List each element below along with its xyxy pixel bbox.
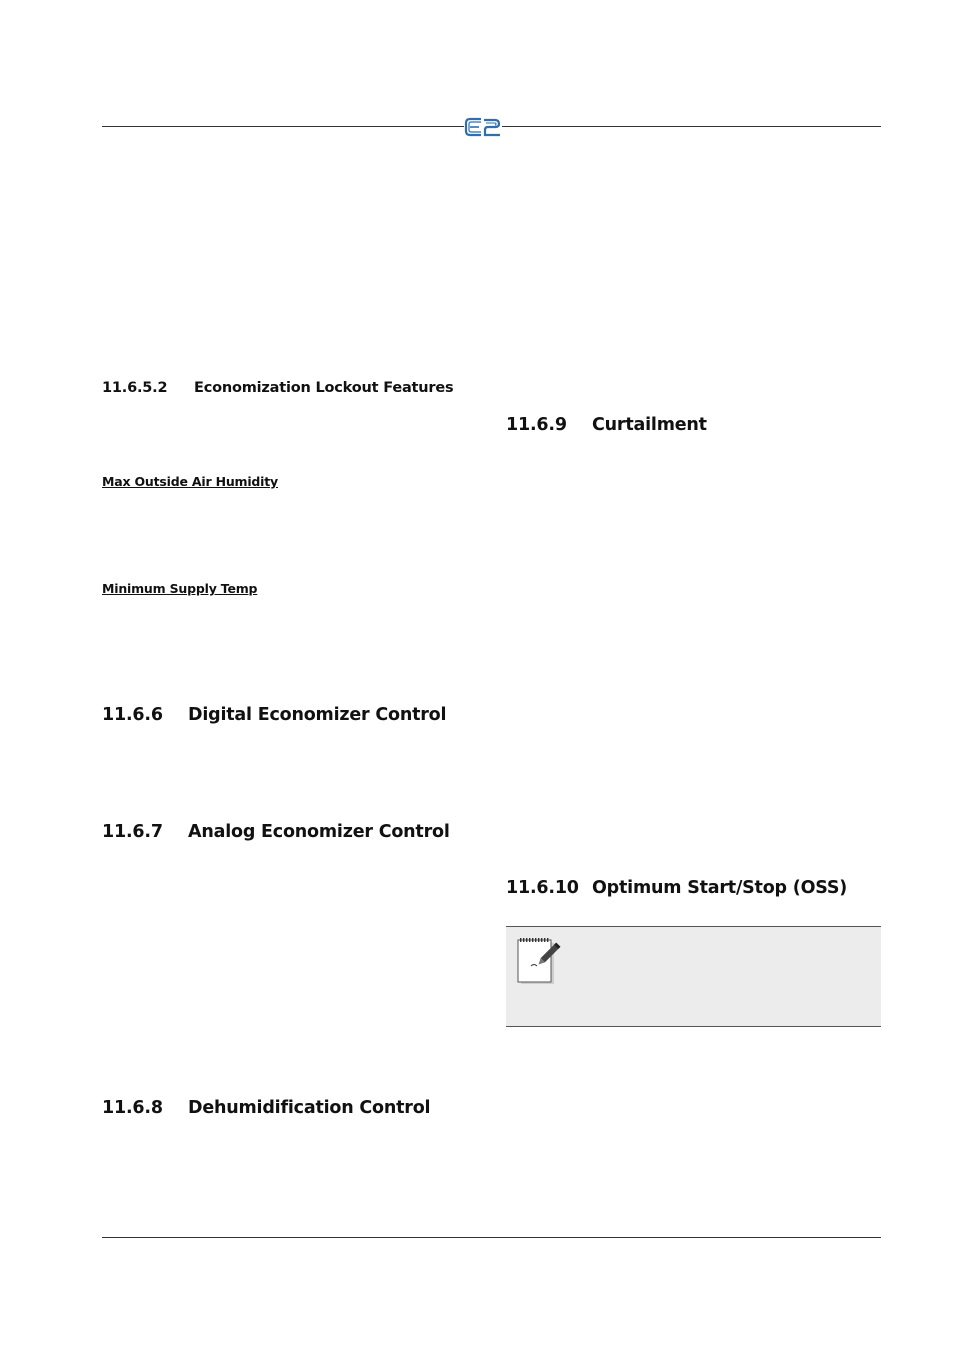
section-number: 11.6.8 — [102, 1098, 163, 1118]
subhead-max-outside-air-humidity: Max Outside Air Humidity — [102, 474, 278, 489]
section-title: Curtailment — [592, 415, 707, 435]
header-rule — [102, 126, 464, 127]
section-number: 11.6.10 — [506, 878, 579, 898]
section-number: 11.6.6 — [102, 705, 163, 725]
footer-rule — [102, 1237, 881, 1238]
header-rule — [502, 126, 881, 127]
section-heading-11-6-8 — [102, 1098, 430, 1118]
section-heading-11-6-9 — [506, 415, 707, 435]
e2-logo-icon — [464, 116, 502, 138]
section-title: Optimum Start/Stop (OSS) — [592, 878, 848, 898]
section-heading-11-6-5-2 — [102, 380, 453, 396]
section-title: Digital Economizer Control — [188, 705, 447, 725]
notepad-pencil-icon — [517, 938, 563, 986]
section-number: 11.6.5.2 — [102, 380, 168, 396]
section-title: Economization Lockout Features — [194, 380, 454, 396]
note-box — [506, 926, 881, 1027]
section-number: 11.6.9 — [506, 415, 567, 435]
section-heading-11-6-7 — [102, 822, 450, 842]
subhead-minimum-supply-temp: Minimum Supply Temp — [102, 581, 258, 596]
section-heading-11-6-6 — [102, 705, 446, 725]
section-title: Dehumidification Control — [188, 1098, 431, 1118]
section-title: Analog Economizer Control — [188, 822, 450, 842]
section-number: 11.6.7 — [102, 822, 163, 842]
section-heading-11-6-10 — [506, 878, 847, 898]
